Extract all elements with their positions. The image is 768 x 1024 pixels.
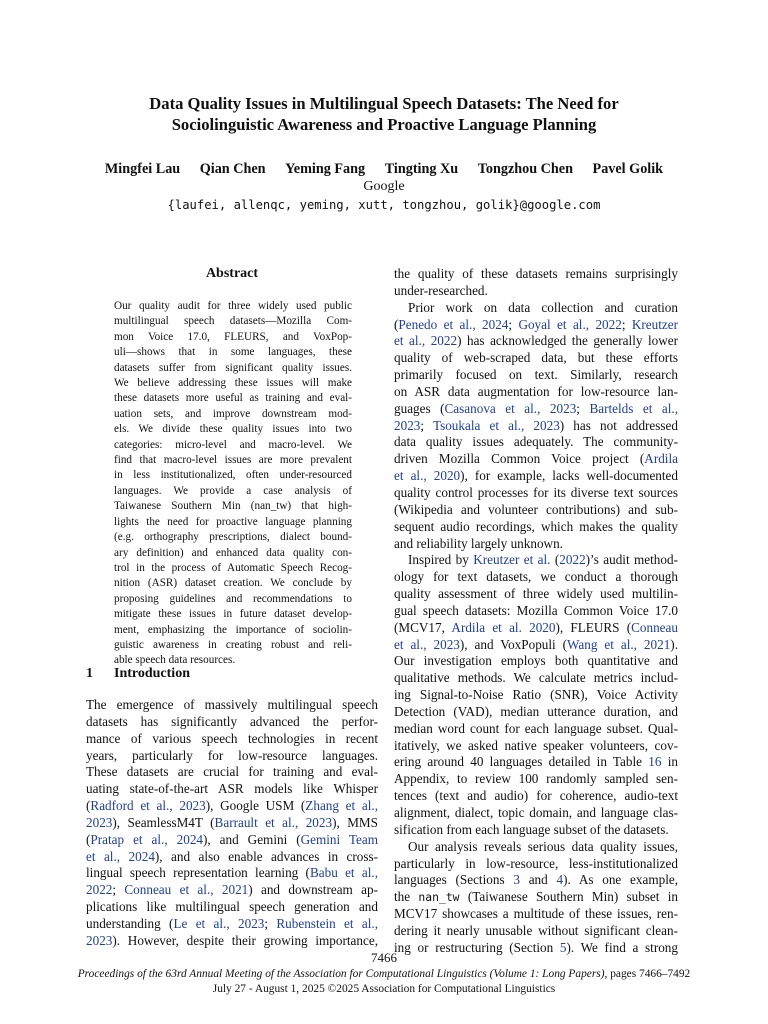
author: Qian Chen [199,161,266,177]
citation-link[interactable]: et al., [394,468,427,484]
text-line: median word count for each language subset. Qual- [394,720,678,736]
citation-link[interactable]: 5 [559,939,567,955]
citation-link[interactable]: Le et al., [173,915,230,931]
abstract-line: ment, emphasizing the importance of sociolin- [114,623,352,636]
text-line: Prior work on data collection and curation [408,299,678,315]
abstract-body [114,299,352,669]
abstract-line: trol in the process of Automatic Speech Recog- [114,561,352,574]
citation-link[interactable]: 2020 [433,468,461,484]
text-line: guages (Casanova et al., 2023; Bartelds et al., [394,400,679,416]
title-line-2: Sociolinguistic Awareness and Proactive Language Planning [171,115,597,134]
citation-link[interactable]: Conneau et al., [124,882,214,898]
text-line: 2022; Conneau et al., 2021) and downstream ap- [86,882,378,898]
citation-link[interactable]: Barrault et al., [214,814,299,830]
citation-link[interactable]: Ardila et al. [451,619,522,635]
text-line: (Wikipedia and volunteer contributions) and sub- [394,501,678,517]
citation-link[interactable]: Radford et al., [90,798,173,814]
citation-link[interactable]: Casanova et al., [444,400,541,416]
citation-link[interactable]: Conneau [631,619,678,635]
text-line: ology for text datasets, we conduct a thorough [394,569,678,585]
text-line: particularly in low-resource, less-institutionalized [394,855,678,871]
abstract-line: mitigate these issues in future dataset develop- [114,608,352,621]
proceedings-footer [40,967,728,982]
author: Mingfei Lau [104,161,181,177]
citation-link[interactable]: 2022 [430,333,458,349]
citation-link[interactable]: 4 [556,872,564,888]
text-line: mance of various speech technologies in recent [86,730,378,746]
text-line: quality assessment of three widely used multilin- [394,586,678,602]
citation-link[interactable]: Bartelds et al., [589,400,679,416]
text-line: alignment, dialect, topic domain, and language clas- [394,805,678,820]
citation-link[interactable]: Penedo et al., [398,316,476,332]
text-line: understanding (Le et al., 2023; Rubenstein et al., [86,915,379,931]
citation-link[interactable]: Pratap et al., [90,831,168,847]
text-line: The emergence of massively multilingual speech [86,697,378,712]
text-line: on ASR data augmentation for low-resource lan- [394,383,678,399]
citation-link[interactable]: Babu et al., [309,865,378,881]
text-line: the quality of these datasets remains surprisingly [394,266,678,281]
abstract-line: guistic awareness in creating robust and reli- [114,638,352,651]
citation-link[interactable]: Ardila [644,451,678,467]
citation-link[interactable]: et al., [394,333,426,349]
text-line: datasets has significantly advanced the perfor- [86,713,378,729]
text-line: languages (Sections 3 and 4). As one example, [394,872,679,888]
citation-link[interactable]: 2023 [238,915,265,931]
author: Tingting Xu [384,161,459,177]
abstract-line: els. We divide these quality issues into two [114,423,352,436]
text-line: quality of web-scraped data, but these efforts [394,350,678,366]
citation-link[interactable]: 2023 [433,636,460,652]
citation-link[interactable]: et al., [394,636,427,652]
abstract-line: able speech data resources. [114,654,236,667]
text-line: (Pratap et al., 2024), and Gemini (Gemini Team [86,831,378,847]
text-line: 2023), SeamlessM4T (Barrault et al., 2023), MMS [86,814,378,830]
section-number: 1 [86,666,93,681]
text-line: (MCV17, Ardila et al. 2020), FLEURS (Conneau [394,619,678,635]
text-line: ering around 40 languages detailed in Table 16 in [394,754,678,770]
author: Tongzhou Chen [477,161,573,177]
conference-date-footer: July 27 - August 1, 2025 ©2025 Association for Computational Linguistics [212,983,556,995]
text-line: qualitative methods. We calculate metrics includ- [394,670,678,686]
text-line: These datasets are crucial for training and eval- [86,764,378,780]
text-line: MCV17 showcases a multitude of these issues, ren- [394,906,678,922]
text-line: et al., 2020), for example, lacks well-documented [394,468,678,484]
text-line: (Penedo et al., 2024; Goyal et al., 2022; Kreutzer [394,316,678,332]
proceedings-title: Proceedings of the 63rd Annual Meeting of the Association for Computational Linguistics (Volume 1: Long Papers) [77,968,605,980]
text-line: itatively, we asked native speaker volunteers, cov- [394,737,678,753]
abstract-line: lights the need for proactive language planning [114,515,352,528]
citation-link[interactable]: Gemini Team [300,831,378,847]
abstract-line: in less institutionalized, often under-resourced [114,469,352,482]
citation-link[interactable]: et al., [86,848,121,864]
text-line: (Radford et al., 2023), Google USM (Zhang et al., [86,798,379,814]
citation-link[interactable]: 3 [513,872,520,888]
code-term: nan_tw [418,890,460,905]
text-line: uating state-of-the-art ASR models like Whisper [86,781,378,797]
abstract-line: these datasets more useful as training and eval- [114,392,352,405]
abstract-line: multilingual speech datasets—Mozilla Com- [114,315,352,328]
page-number: 7466 [371,950,397,965]
text-line: Our analysis reveals serious data quality issues, [408,838,678,854]
citation-link[interactable]: Rubenstein et al., [276,915,379,931]
section-heading-introduction [86,665,378,683]
citation-link[interactable]: 2020 [529,619,556,635]
text-line: 2023; Tsoukala et al., 2023) has not addressed [394,417,679,433]
text-line: the nan_tw (Taiwanese Southern Min) subset in [394,889,678,905]
text-line: dering it nearly unusable without significant clean- [394,922,678,938]
citation-link[interactable]: 2023 [86,932,113,948]
text-line: data quality issues adequately. The community- [394,434,678,450]
abstract-line: mon Voice 17.0, FLEURS, and VoxPop- [114,330,352,343]
title-line-1: Data Quality Issues in Multilingual Speech Datasets: The Need for [149,94,619,113]
citation-link[interactable]: 2023 [179,798,206,814]
abstract-line: ary definition) and enhanced data quality con- [114,546,352,559]
abstract-line: Our quality audit for three widely used public [114,300,352,312]
intro-right-column [394,266,678,957]
citation-link[interactable]: Kreutzer [631,316,678,332]
text-line: ing or restructuring (Section 5). We find a strong [394,939,678,955]
abstract-line: find that macro-level issues are more prevalent [114,454,352,467]
author: Yeming Fang [285,161,366,177]
abstract-line: (e.g. orthography prescriptions, dialect bound- [114,531,352,544]
text-line: and reliability largely unknown. [394,535,563,551]
proceedings-pages: , pages 7466–7492 [604,968,691,980]
text-line: tences (text and audio) for coherence, audio-text [394,788,678,804]
abstract-line: uli—shows that in some languages, these [114,346,352,359]
citation-link[interactable]: Tsoukala et al., [432,417,525,433]
abstract-line: Taiwanese Southern Min (nan_tw) that high- [114,500,352,513]
paper-title [60,93,708,135]
abstract-line: uation sets, and improve downstream mod- [114,407,352,420]
text-line: et al., 2023), and VoxPopuli (Wang et al., 2021). [394,636,678,652]
citation-link[interactable]: 2023 [305,814,333,830]
citation-link[interactable]: 2023 [549,400,577,416]
citation-link[interactable]: 16 [648,754,662,770]
text-line: Appendix, to review 100 randomly sampled sen- [394,771,678,787]
text-line: Inspired by Kreutzer et al. (2022)’s audit method- [408,552,678,568]
text-line: lingual speech representation learning (Babu et al., [86,865,378,881]
citation-link[interactable]: 2021 [643,636,671,652]
text-line: 2023). However, despite their growing importance, [86,932,378,948]
citation-link[interactable]: Kreutzer et al. [473,552,551,568]
citation-link[interactable]: 2023 [533,417,560,433]
citation-link[interactable]: 2022 [86,882,113,898]
text-line: driven Mozilla Common Voice project (Ardila [394,451,678,467]
text-line: sequent audio recordings, which makes the quality [394,518,678,534]
citation-link[interactable]: 2024 [128,848,155,864]
abstract-line: categories: micro-level and macro-level. We [114,438,352,451]
section-title: Introduction [114,666,190,681]
citation-link[interactable]: Wang et al., [567,636,637,652]
text-line: quality control processes for its diverse text sources [394,484,678,500]
citation-link[interactable]: 2024 [176,831,204,847]
abstract-heading: Abstract [205,266,259,281]
author: Pavel Golik [592,161,664,177]
text-line: ing Signal-to-Noise Ratio (SNR), Voice Activity [394,687,678,703]
author-emails: {laufei, allenqc, yeming, xutt, tongzhou, golik}@google.com [167,198,601,212]
affiliation: Google [363,179,405,194]
citation-link[interactable]: 2024 [482,316,509,332]
citation-link[interactable]: 2021 [221,882,249,898]
citation-link[interactable]: 2022 [595,316,622,332]
author-list [40,160,728,178]
text-line: sification from each language subset of the datasets. [394,821,669,837]
intro-left-column [86,697,378,950]
abstract-line: languages. We provide a case analysis of [114,484,352,497]
text-line: Our investigation employs both quantitative and [394,653,678,669]
abstract-line: We believe addressing these issues will make [114,377,352,390]
abstract-line: nition (ASR) dataset creation. We conclude by [114,577,352,590]
abstract-line: proposing guidelines and recommendations to [114,592,352,605]
citation-link[interactable]: 2022 [559,552,586,568]
text-line: under-researched. [394,282,488,298]
text-line: years, particularly for low-resource languages. [86,747,378,763]
text-line: et al., 2022) has acknowledged the generally lower [394,333,678,349]
text-line: primarily focused on text. Similarly, research [394,367,678,383]
citation-link[interactable]: 2023 [394,417,421,433]
citation-link[interactable]: Zhang et al., [305,798,379,814]
citation-link[interactable]: Goyal et al., [518,316,590,332]
text-line: plications like multilingual speech generation and [86,899,378,915]
text-line: gual speech datasets: Mozilla Common Voice 17.0 [394,602,678,618]
citation-link[interactable]: 2023 [86,814,113,830]
abstract-line: datasets suffer from significant quality issues. [114,361,352,374]
text-line: Detection (VAD), median utterance duration, and [394,703,678,719]
text-line: et al., 2024), and also enable advances in cross- [86,848,379,864]
